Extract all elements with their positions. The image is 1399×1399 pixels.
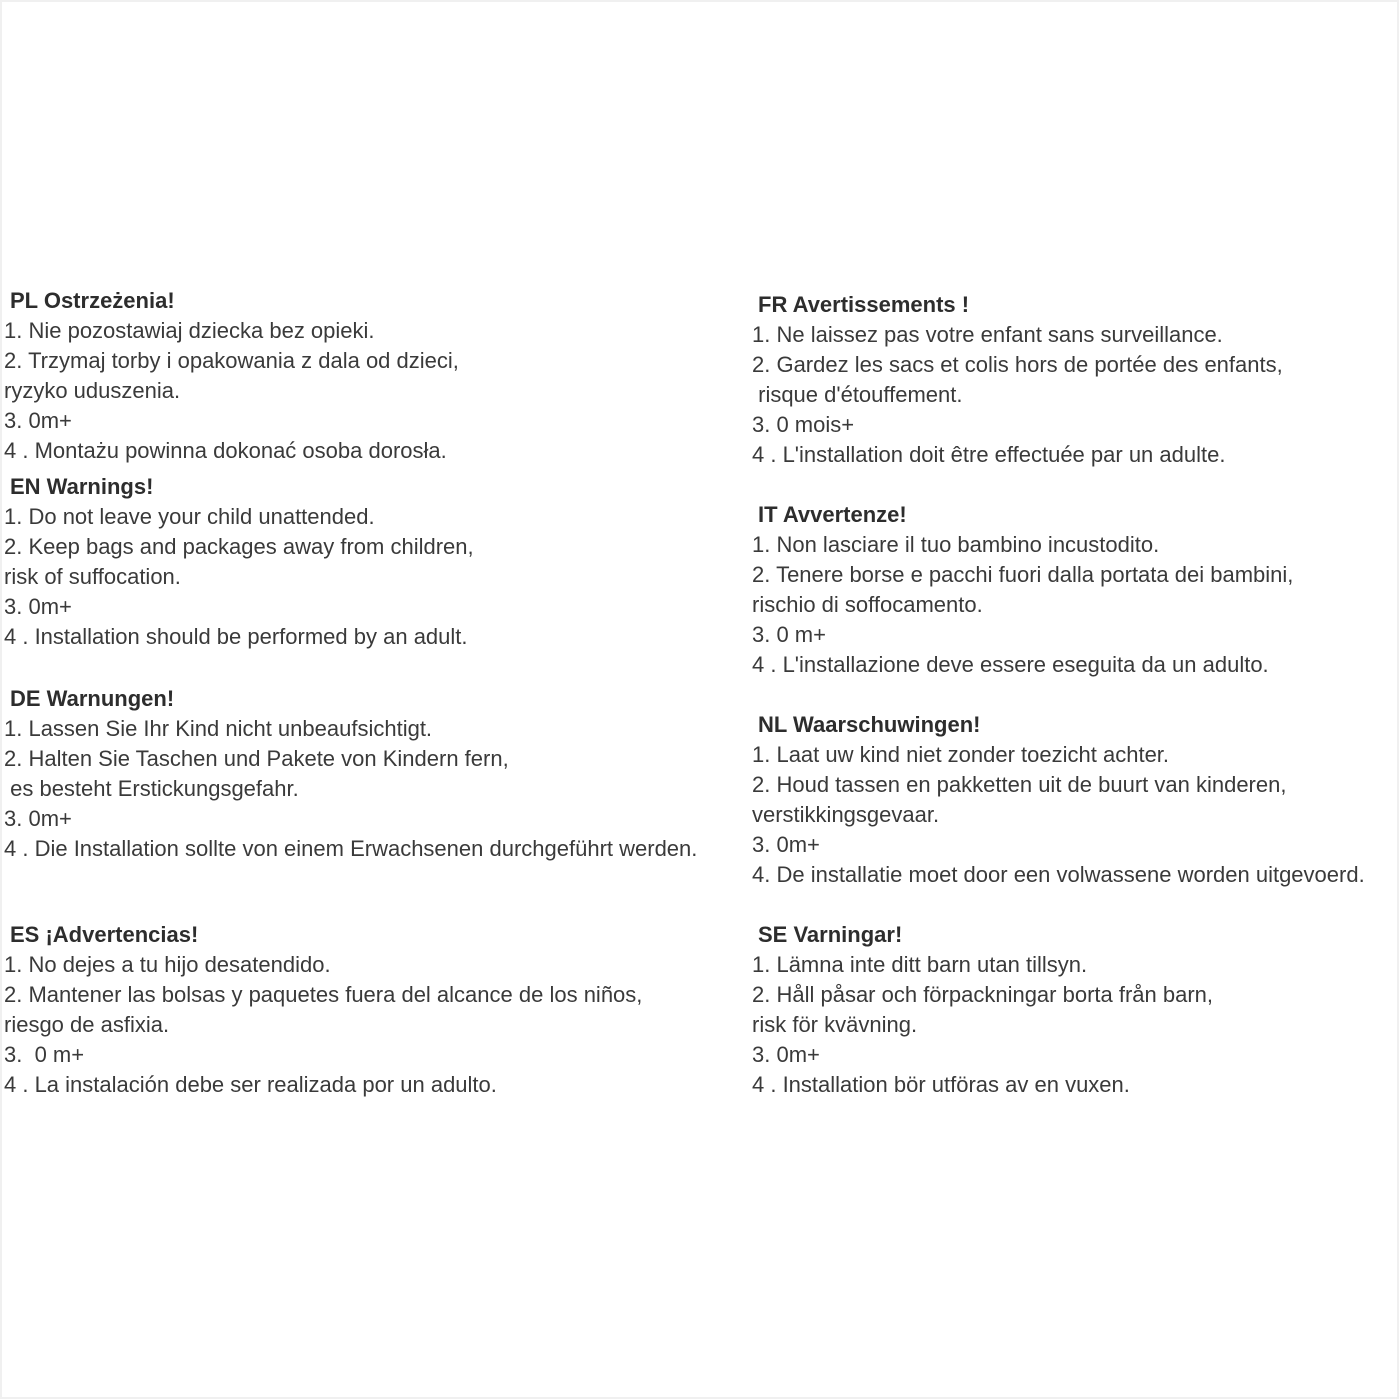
section-de-line-2-cont: es besteht Erstickungsgefahr. — [4, 776, 299, 801]
section-en-warnings — [4, 472, 764, 652]
section-fr-line-4: 4 . L'installation doit être effectuée par un adulte. — [752, 442, 1226, 467]
section-nl-heading: NL Waarschuwingen! — [758, 712, 981, 737]
section-pl-line-3: 3. 0m+ — [4, 408, 72, 433]
section-es-line-1: 1. No dejes a tu hijo desatendido. — [4, 952, 331, 977]
section-en-line-1: 1. Do not leave your child unattended. — [4, 504, 375, 529]
section-es-warnings — [4, 920, 764, 1100]
section-es-line-4: 4 . La instalación debe ser realizada por un adulto. — [4, 1072, 497, 1097]
section-it-warnings — [752, 500, 1399, 680]
section-es-line-2: 2. Mantener las bolsas y paquetes fuera del alcance de los niños, — [4, 982, 643, 1007]
section-en-line-2-cont: risk of suffocation. — [4, 564, 181, 589]
section-se-line-2: 2. Håll påsar och förpackningar borta från barn, — [752, 982, 1214, 1007]
section-fr-warnings — [752, 290, 1399, 470]
section-se-line-1: 1. Lämna inte ditt barn utan tillsyn. — [752, 952, 1088, 977]
section-fr-line-3: 3. 0 mois+ — [752, 412, 855, 437]
section-fr-line-1: 1. Ne laissez pas votre enfant sans surveillance. — [752, 322, 1223, 347]
section-es-line-2-cont: riesgo de asfixia. — [4, 1012, 170, 1037]
section-de-line-1: 1. Lassen Sie Ihr Kind nicht unbeaufsichtigt. — [4, 716, 433, 741]
section-de-warnings — [4, 684, 764, 864]
section-se-warnings — [752, 920, 1399, 1100]
section-fr-line-2-cont: risque d'étouffement. — [752, 382, 963, 407]
section-it-line-1: 1. Non lasciare il tuo bambino incustodito. — [752, 532, 1160, 557]
section-nl-line-3: 3. 0m+ — [752, 832, 820, 857]
right-column — [752, 290, 1399, 1100]
section-pl-warnings — [4, 286, 764, 466]
section-pl-heading: PL Ostrzeżenia! — [10, 288, 175, 313]
section-it-line-4: 4 . L'installazione deve essere eseguita da un adulto. — [752, 652, 1269, 677]
section-nl-warnings — [752, 710, 1399, 890]
section-en-line-3: 3. 0m+ — [4, 594, 72, 619]
section-pl-line-1: 1. Nie pozostawiaj dziecka bez opieki. — [4, 318, 375, 343]
left-column — [4, 286, 764, 1100]
section-it-line-3: 3. 0 m+ — [752, 622, 826, 647]
section-fr-heading: FR Avertissements ! — [758, 292, 970, 317]
section-de-line-4: 4 . Die Installation sollte von einem Erwachsenen durchgeführt werden. — [4, 836, 698, 861]
section-de-heading: DE Warnungen! — [10, 686, 175, 711]
section-se-line-3: 3. 0m+ — [752, 1042, 820, 1067]
section-pl-line-4: 4 . Montażu powinna dokonać osoba dorosła. — [4, 438, 447, 463]
section-en-line-4: 4 . Installation should be performed by an adult. — [4, 624, 468, 649]
section-fr-line-2: 2. Gardez les sacs et colis hors de portée des enfants, — [752, 352, 1283, 377]
section-nl-line-2: 2. Houd tassen en pakketten uit de buurt van kinderen, — [752, 772, 1287, 797]
section-se-heading: SE Varningar! — [758, 922, 903, 947]
section-it-heading: IT Avvertenze! — [758, 502, 907, 527]
section-pl-line-2-cont: ryzyko uduszenia. — [4, 378, 181, 403]
section-se-line-4: 4 . Installation bör utföras av en vuxen. — [752, 1072, 1130, 1097]
section-es-line-3: 3. 0 m+ — [4, 1042, 85, 1067]
section-nl-line-4: 4. De installatie moet door een volwassene worden uitgevoerd. — [752, 862, 1365, 887]
section-nl-line-1: 1. Laat uw kind niet zonder toezicht achter. — [752, 742, 1170, 767]
section-it-line-2: 2. Tenere borse e pacchi fuori dalla portata dei bambini, — [752, 562, 1294, 587]
section-en-heading: EN Warnings! — [10, 474, 154, 499]
section-en-line-2: 2. Keep bags and packages away from children, — [4, 534, 474, 559]
section-se-line-2-cont: risk för kvävning. — [752, 1012, 918, 1037]
section-de-line-2: 2. Halten Sie Taschen und Pakete von Kindern fern, — [4, 746, 509, 771]
section-it-line-2-cont: rischio di soffocamento. — [752, 592, 983, 617]
section-pl-line-2: 2. Trzymaj torby i opakowania z dala od dzieci, — [4, 348, 459, 373]
section-es-heading: ES ¡Advertencias! — [10, 922, 199, 947]
section-nl-line-2-cont: verstikkingsgevaar. — [752, 802, 940, 827]
section-de-line-3: 3. 0m+ — [4, 806, 72, 831]
